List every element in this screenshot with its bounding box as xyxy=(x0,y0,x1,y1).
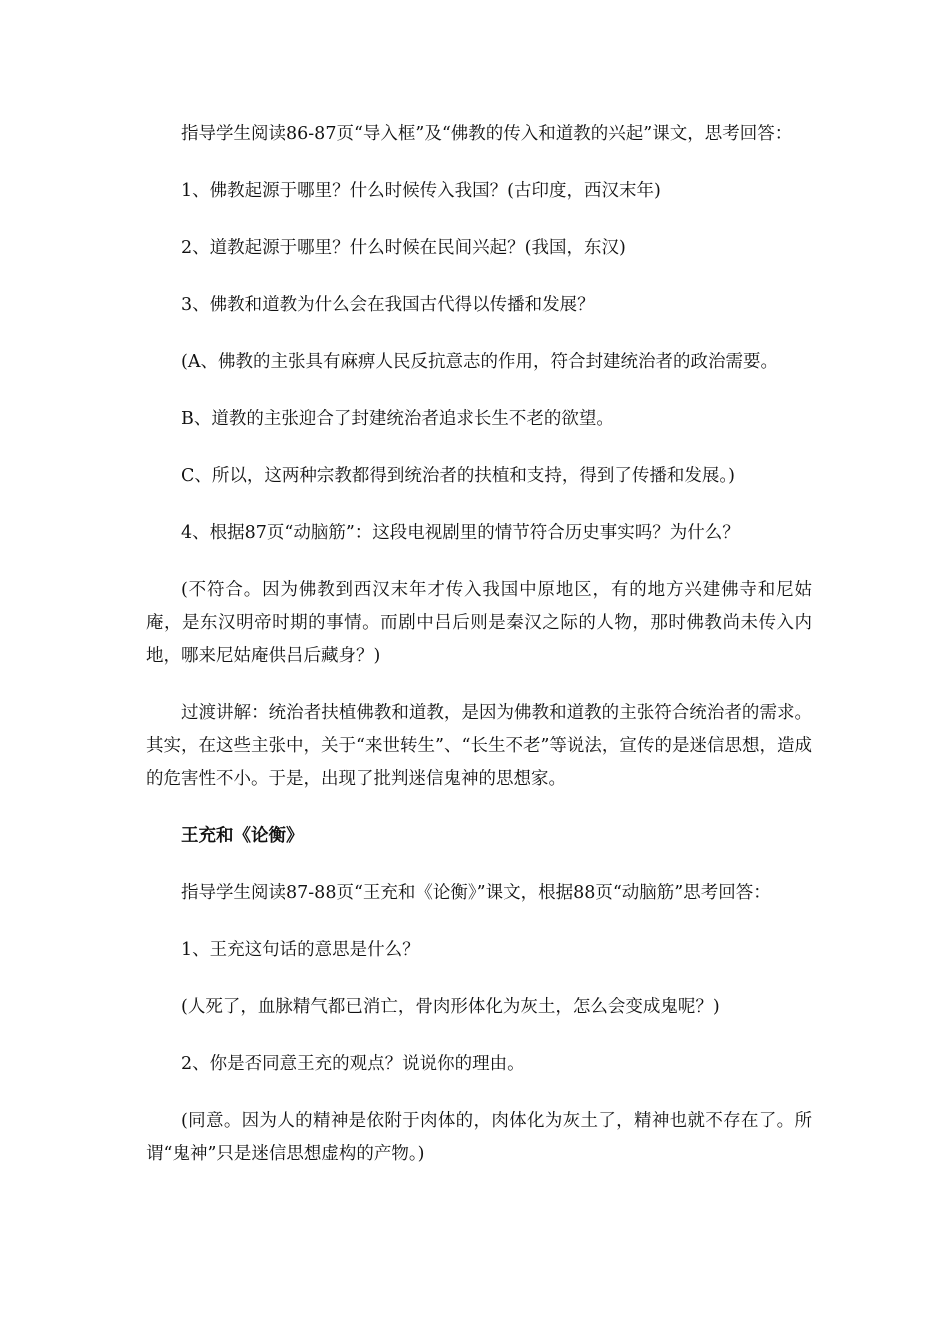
paragraph-reading-guide-1: 指导学生阅读86-87页“导入框”及“佛教的传入和道教的兴起”课文，思考回答： xyxy=(181,124,793,144)
answer-3-a: (A、佛教的主张具有麻痹人民反抗意志的作用，符合封建统治者的政治需要。 xyxy=(181,352,778,372)
wangchong-answer-1: (人死了，血脉精气都已消亡，骨肉形体化为灰土，怎么会变成鬼呢？) xyxy=(181,997,720,1017)
question-3: 3、佛教和道教为什么会在我国古代得以传播和发展？ xyxy=(181,295,595,315)
answer-3-b: B、道教的主张迎合了封建统治者追求长生不老的欲望。 xyxy=(181,409,614,429)
question-2: 2、道教起源于哪里？什么时候在民间兴起？(我国，东汉) xyxy=(181,238,626,258)
question-1: 1、佛教起源于哪里？什么时候传入我国？(古印度，西汉末年) xyxy=(181,181,661,201)
answer-4: (不符合。因为佛教到西汉末年才传入我国中原地区，有的地方兴建佛寺和尼姑庵，是东汉明帝时期的事情。而剧中吕后则是秦汉之际的人物，那时佛教尚未传入内地，哪来尼姑庵供吕后藏身？) xyxy=(146,580,812,666)
wangchong-answer-2: (同意。因为人的精神是依附于肉体的，肉体化为灰土了，精神也就不存在了。所谓“鬼神”只是迷信思想虚构的产物。) xyxy=(146,1111,812,1164)
paragraph-reading-guide-2: 指导学生阅读87-88页“王充和《论衡》”课文，根据88页“动脑筋”思考回答： xyxy=(181,883,771,903)
question-4: 4、根据87页“动脑筋”：这段电视剧里的情节符合历史事实吗？为什么？ xyxy=(181,523,740,543)
document-body xyxy=(146,118,812,1171)
wangchong-question-1: 1、王充这句话的意思是什么？ xyxy=(181,940,420,960)
section-heading: 王充和《论衡》 xyxy=(181,826,304,846)
answer-3-c: C、所以，这两种宗教都得到统治者的扶植和支持，得到了传播和发展。) xyxy=(181,466,735,486)
wangchong-question-2: 2、你是否同意王充的观点？说说你的理由。 xyxy=(181,1054,525,1074)
transition-explanation: 过渡讲解：统治者扶植佛教和道教，是因为佛教和道教的主张符合统治者的需求。其实，在这些主张中，关于“来世转生”、“长生不老”等说法，宣传的是迷信思想，造成的危害性不小。于是，出现了批判迷信鬼神的思想家。 xyxy=(146,703,812,789)
